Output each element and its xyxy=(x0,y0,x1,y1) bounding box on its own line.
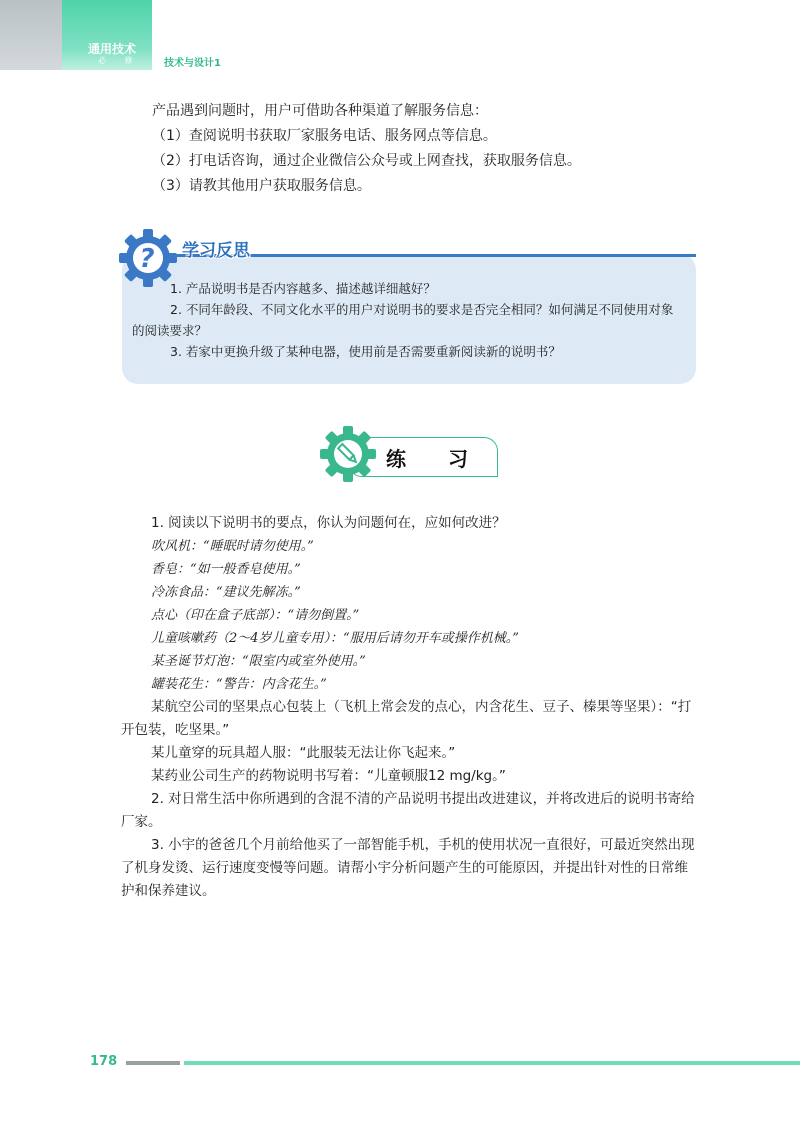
exercise-1-item: 冷冻食品：“建议先解冻。” xyxy=(151,585,301,600)
exercise-1-item: 某航空公司的坚果点心包装上（飞机上常会发的点心，内含花生、豆子、榛果等坚果）：“打开包装，吃坚果。” xyxy=(121,699,692,738)
exercise-1-item: 某圣诞节灯泡：“限室内或室外使用。” xyxy=(151,654,366,669)
exercise-1-item: 儿童咳嗽药（2～4岁儿童专用）：“服用后请勿开车或操作机械。” xyxy=(151,631,519,646)
service-item-3: （3）请教其他用户获取服务信息。 xyxy=(152,178,371,194)
footer-green-rule xyxy=(184,1061,800,1065)
reflection-title: 学习反思 xyxy=(182,241,250,261)
exercise-1-item: 罐装花生：“警告：内含花生。” xyxy=(151,677,327,692)
reflection-questions xyxy=(132,278,684,362)
service-info-section xyxy=(152,100,712,200)
reflection-title-rule xyxy=(176,254,696,257)
practice-title: 练习 xyxy=(386,447,510,471)
exercise-1-item: 香皂：“如一般香皂使用。” xyxy=(151,562,301,577)
exercise-3: 3. 小宇的爸爸几个月前给他买了一部智能手机，手机的使用状况一直很好，可最近突然出现了机身发烫、运行速度变慢等问题。请帮小宇分析问题产生的可能原因，并提出针对性的日常维护和保养建议。 xyxy=(121,837,695,899)
service-item-2: （2）打电话咨询，通过企业微信公众号或上网查找，获取服务信息。 xyxy=(152,153,581,169)
service-item-1: （1）查阅说明书获取厂家服务电话、服务网点等信息。 xyxy=(152,128,497,144)
svg-text:?: ? xyxy=(139,244,155,274)
reflection-question-1: 1. 产品说明书是否内容越多、描述越详细越好？ xyxy=(170,281,436,296)
exercise-1-item: 某儿童穿的玩具超人服：“此服装无法让你飞起来。” xyxy=(151,745,456,761)
exercise-1-item: 某药业公司生产的药物说明书写着：“儿童顿服12 mg/kg。” xyxy=(151,768,506,784)
reflection-question-2: 2. 不同年龄段、不同文化水平的用户对说明书的要求是否完全相同？如何满足不同使用对象的阅读要求？ xyxy=(132,302,674,338)
exercise-list xyxy=(121,512,697,903)
exercise-2: 2. 对日常生活中你所遇到的含混不清的产品说明书提出改进建议，并将改进后的说明书寄给厂家。 xyxy=(121,791,695,830)
pencil-gear-icon xyxy=(318,424,378,484)
header-book-title: 技术与设计1 xyxy=(164,58,221,69)
exercise-1-prompt: 1. 阅读以下说明书的要点，你认为问题何在，应如何改进？ xyxy=(151,515,506,531)
footer-gray-rule xyxy=(126,1061,180,1065)
service-intro: 产品遇到问题时，用户可借助各种渠道了解服务信息： xyxy=(152,103,488,119)
page-number: 178 xyxy=(90,1054,118,1069)
reflection-question-3: 3. 若家中更换升级了某种电器，使用前是否需要重新阅读新的说明书？ xyxy=(170,344,561,359)
exercise-1-item: 点心（印在盒子底部）：“请勿倒置。” xyxy=(151,608,360,623)
header-gray-block xyxy=(0,0,62,70)
exercise-1-item: 吹风机：“睡眠时请勿使用。” xyxy=(151,539,314,554)
header-required-label: 必 修 xyxy=(98,56,141,65)
header-series-title: 通用技术 xyxy=(88,42,137,56)
